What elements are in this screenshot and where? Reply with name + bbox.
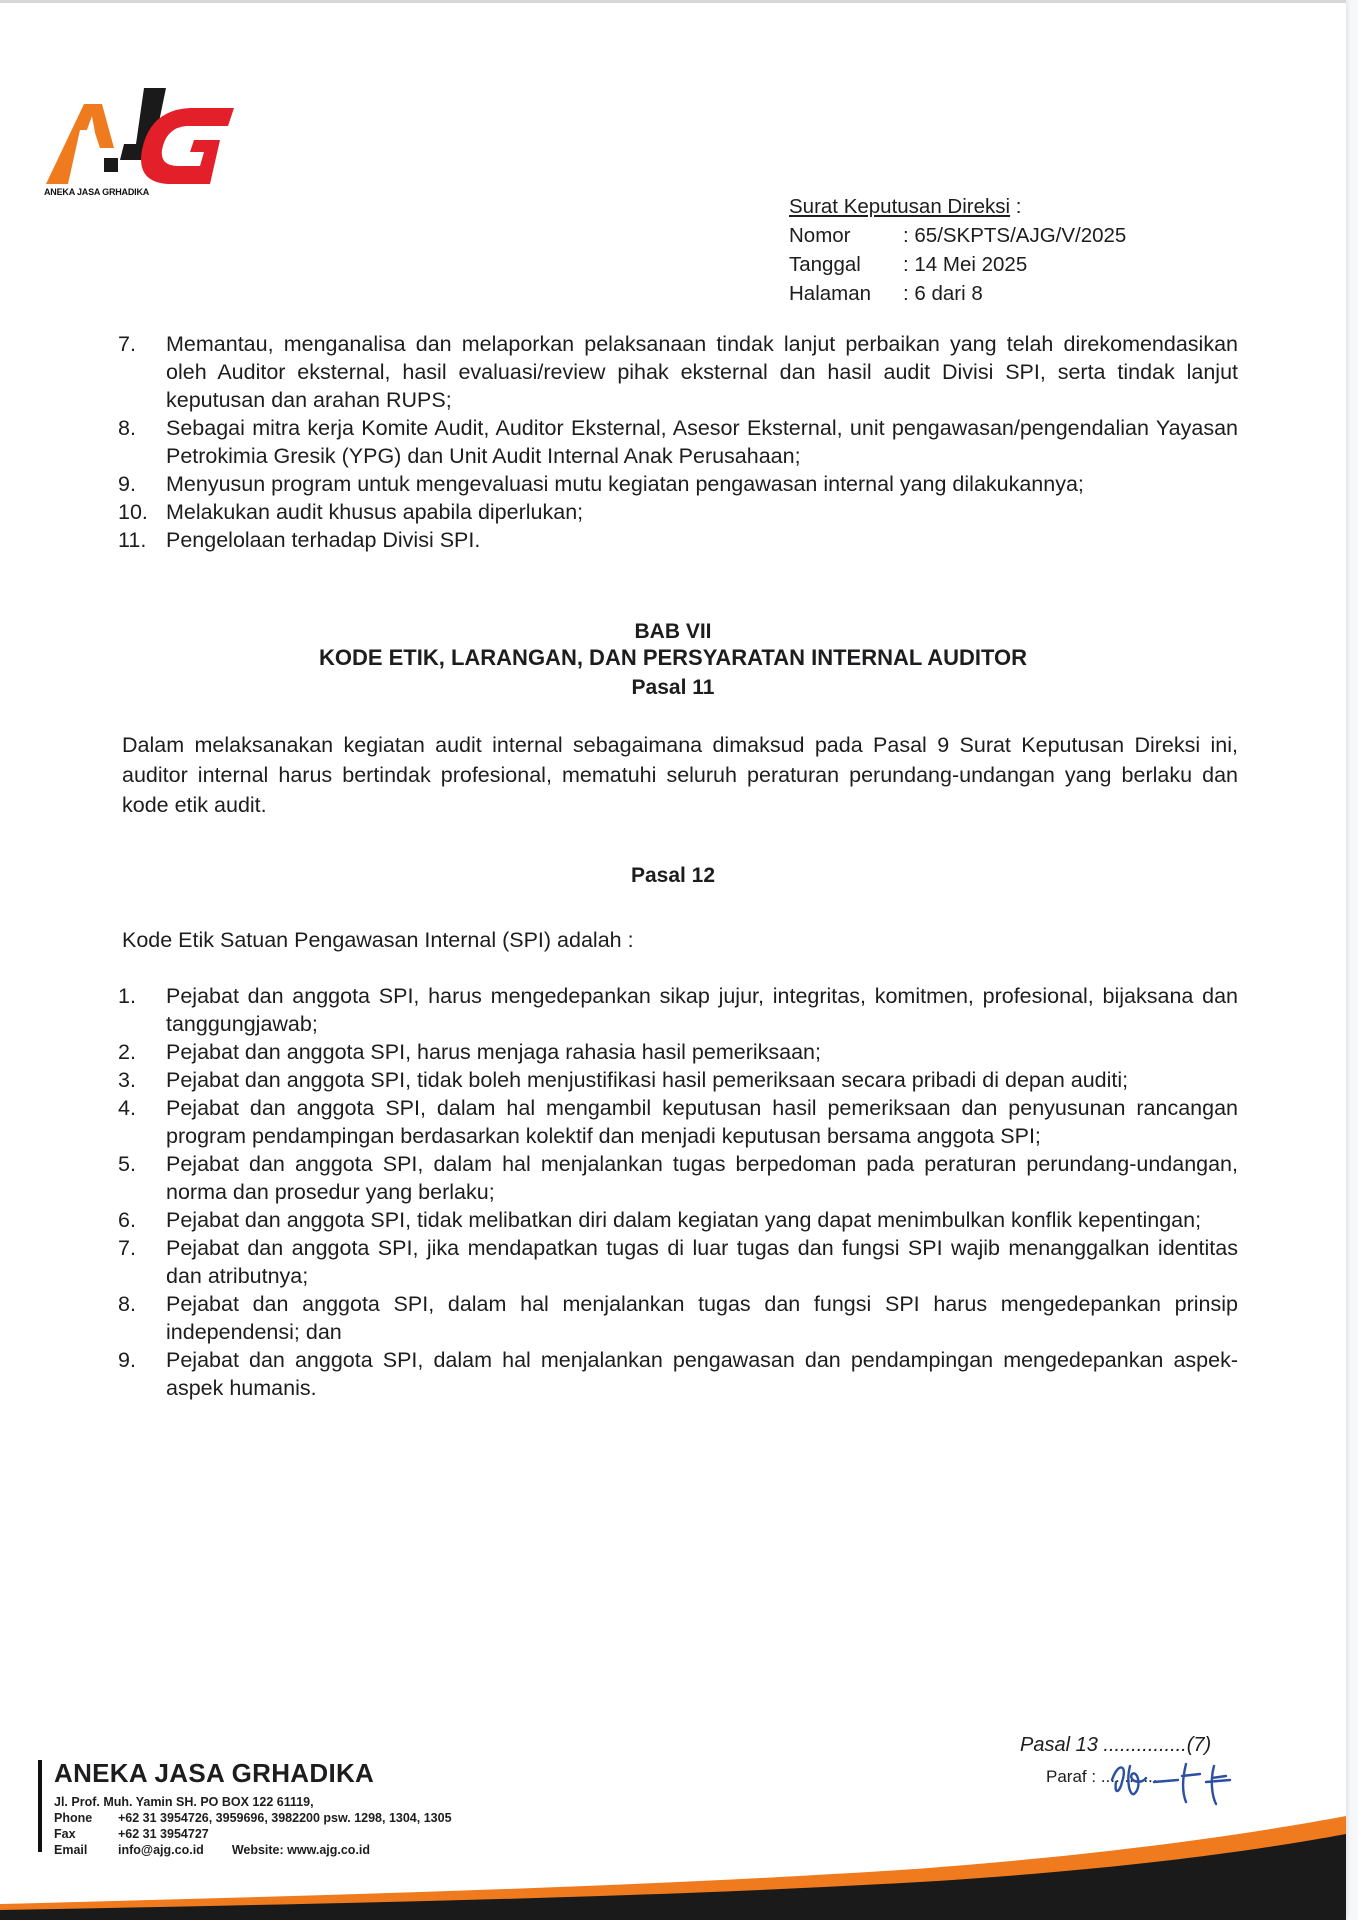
header-row-nomor [789, 221, 1126, 250]
list-number: 2. [118, 1040, 136, 1064]
list-item [118, 526, 1238, 554]
list-number: 5. [118, 1152, 136, 1176]
list-item [118, 1038, 1238, 1066]
list-text: Pejabat dan anggota SPI, tidak boleh menjustifikasi hasil pemeriksaan secara pribadi di depan auditi; [166, 1068, 1129, 1092]
list-text: Pejabat dan anggota SPI, dalam hal mengambil keputusan hasil pemeriksaan dan penyusunan rancangan program pendampingan berdasarkan kolektif dan menjadi keputusan bersama anggota SPI; [166, 1096, 1238, 1148]
code-of-ethics-list [118, 982, 1238, 1402]
company-logo [44, 88, 234, 200]
list-number: 8. [118, 416, 136, 440]
article-11-heading: Pasal 11 [631, 676, 715, 699]
list-number: 7. [118, 1236, 136, 1260]
list-item [118, 498, 1238, 526]
list-number: 9. [118, 472, 136, 496]
header-label: Nomor [789, 224, 851, 247]
phone-value: +62 31 3954726, 3959696, 3982200 psw. 1298, 1304, 1305 [118, 1811, 452, 1825]
list-item [118, 1066, 1238, 1094]
initials-signature [1108, 1752, 1238, 1806]
top-border [0, 0, 1346, 3]
list-item [118, 414, 1238, 470]
list-text: Sebagai mitra kerja Komite Audit, Auditor Eksternal, Asesor Eksternal, unit pengawasan/pengendalian Yayasan Petrokimia Gresik (YPG) dan Unit Audit Internal Anak Perusahaan; [166, 416, 1238, 468]
list-text: Pejabat dan anggota SPI, jika mendapatkan tugas di luar tugas dan fungsi SPI wajib menanggalkan identitas dan atributnya; [166, 1236, 1238, 1288]
list-number: 8. [118, 1292, 136, 1316]
list-text: Memantau, menganalisa dan melaporkan pelaksanaan tindak lanjut perbaikan yang telah direkomendasikan oleh Auditor eksternal, hasil evaluasi/review pihak eksternal dan hasil audit Divisi SPI, serta tindak lanjut keputusan dan arahan RUPS; [166, 332, 1238, 412]
list-text: Pejabat dan anggota SPI, tidak melibatkan diri dalam kegiatan yang dapat menimbulkan konflik kepentingan; [166, 1208, 1202, 1232]
fax-label: Fax [54, 1827, 76, 1841]
header-row-halaman [789, 279, 1126, 308]
list-number: 9. [118, 1348, 136, 1372]
list-item [118, 1234, 1238, 1290]
list-text: Pejabat dan anggota SPI, dalam hal menjalankan tugas dan fungsi SPI harus mengedepankan prinsip independensi; dan [166, 1292, 1238, 1344]
list-item [118, 1206, 1238, 1234]
duties-list [118, 330, 1238, 554]
list-text: Pejabat dan anggota SPI, harus mengedepankan sikap jujur, integritas, komitmen, profesional, bijaksana dan tanggungjawab; [166, 984, 1238, 1036]
header-label: Halaman [789, 282, 872, 305]
list-text: Pengelolaan terhadap Divisi SPI. [166, 528, 481, 552]
header-row-tanggal [789, 250, 1126, 279]
initials-text: Paraf : [1046, 1767, 1097, 1786]
list-item [118, 330, 1238, 414]
list-text: Pejabat dan anggota SPI, dalam hal menjalankan pengawasan dan pendampingan mengedepankan aspek-aspek humanis. [166, 1348, 1238, 1400]
article-12-intro: Kode Etik Satuan Pengawasan Internal (SPI) adalah : [122, 928, 634, 952]
email-label: Email [54, 1843, 88, 1857]
company-address: Jl. Prof. Muh. Yamin SH. PO BOX 122 61119, [54, 1795, 314, 1809]
header-value: : 14 Mei 2025 [903, 253, 1028, 276]
email-value: info@ajg.co.id [118, 1843, 204, 1857]
header-value: : 6 dari 8 [903, 282, 983, 305]
initials-dots: ............ [1100, 1767, 1158, 1786]
list-item [118, 1346, 1238, 1402]
footer-wave-decoration [0, 1800, 1346, 1920]
chapter-number: BAB VII [634, 620, 712, 643]
list-number: 4. [118, 1096, 136, 1120]
list-text: Pejabat dan anggota SPI, harus menjaga rahasia hasil pemeriksaan; [166, 1040, 821, 1064]
list-text: Menyusun program untuk mengevaluasi mutu kegiatan pengawasan internal yang dilakukannya; [166, 472, 1084, 496]
fax-value: +62 31 3954727 [118, 1827, 209, 1841]
list-text: Pejabat dan anggota SPI, dalam hal menjalankan tugas berpedoman pada peraturan perundang-undangan, norma dan prosedur yang berlaku; [166, 1152, 1238, 1204]
list-number: 7. [118, 332, 136, 356]
logo-caption: ANEKA JASA GRHADIKA [44, 187, 150, 197]
list-item [118, 1290, 1238, 1346]
list-item [118, 1094, 1238, 1150]
chapter-title: KODE ETIK, LARANGAN, DAN PERSYARATAN INTERNAL AUDITOR [318, 645, 1028, 670]
header-label: Tanggal [789, 253, 861, 276]
company-name: ANEKA JASA GRHADIKA [54, 1758, 375, 1788]
list-number: 1. [118, 984, 136, 1008]
list-text: Melakukan audit khusus apabila diperlukan; [166, 500, 584, 524]
list-number: 3. [118, 1068, 136, 1092]
list-item [118, 470, 1238, 498]
list-item [118, 982, 1238, 1038]
next-article-note: Pasal 13 ...............(7) [1020, 1734, 1212, 1756]
decree-header [789, 192, 1126, 308]
list-number: 10. [118, 500, 148, 524]
list-number: 11. [118, 528, 147, 552]
header-value: : 65/SKPTS/AJG/V/2025 [903, 224, 1127, 247]
decree-title: Surat Keputusan Direksi [789, 195, 1011, 218]
article-12-heading: Pasal 12 [630, 864, 716, 887]
decree-title-colon: : [1010, 195, 1022, 218]
list-number: 6. [118, 1208, 136, 1232]
website-value: Website: www.ajg.co.id [231, 1843, 371, 1857]
list-item [118, 1150, 1238, 1206]
article-11-text: Dalam melaksanakan kegiatan audit internal sebagaimana dimaksud pada Pasal 9 Surat Keputusan Direksi ini, auditor internal harus bertindak profesional, mematuhi seluruh peraturan perundang-undangan yang berlaku dan kode etik audit. [122, 733, 1238, 817]
phone-label: Phone [54, 1811, 93, 1825]
